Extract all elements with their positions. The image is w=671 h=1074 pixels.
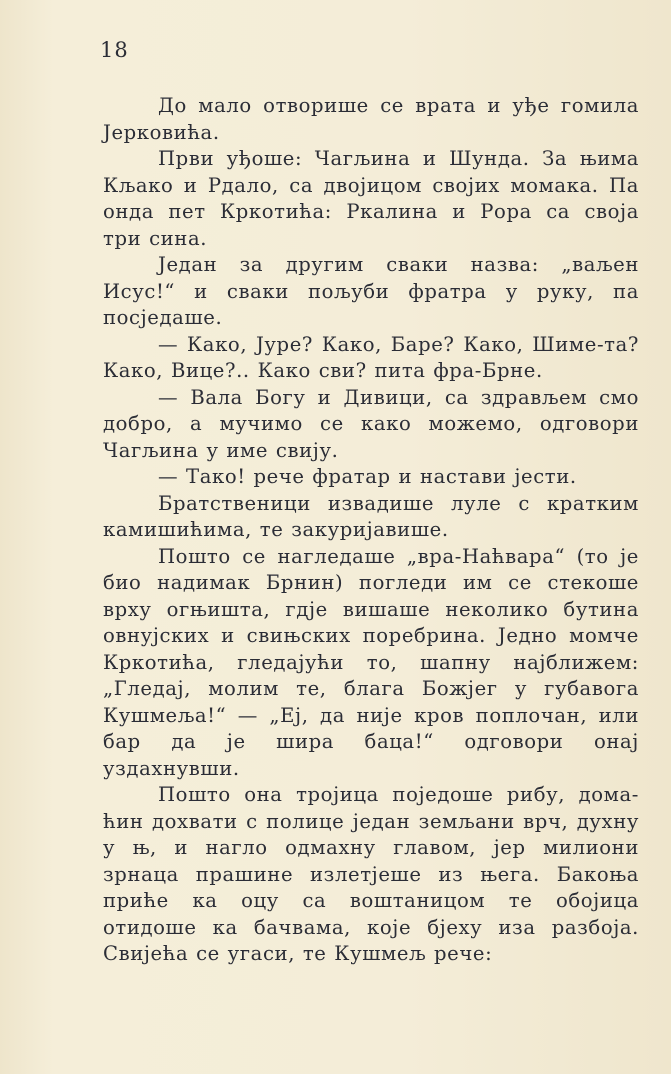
- paragraph: — Како, Јуре? Како, Баре? Како, Шиме-та? Како, Вице?.. Како сви? пита фра-Брне.: [103, 332, 639, 382]
- paragraph: — Вала Богу и Дивици, са здрављем смо добро, а мучимо се како можемо, одговори Чагљина у име свију.: [103, 385, 639, 462]
- paragraph: Пошто она тројица поједоше рибу, дома-ћин дохвати с полице један земљани врч, духну у њ, и нагло одмахну главом, јер милиони зрнаца прашине излетјеше из њега. Бакоња прићe ка оцу са воштаницом те обојица отидоше ка бачвама, које бјеху иза разбоја. Свијећа се угаси, те Кушмељ рече:: [103, 783, 639, 965]
- paragraph: Један за другим сваки назва: „ваљен Исус!“ и сваки пољуби фратра у руку, па посједаше.: [103, 253, 639, 329]
- paragraph: До мало отворише се врата и уђе гомила Јерковића.: [103, 94, 639, 144]
- page-number: 18: [100, 38, 129, 62]
- paragraph: Братственици извадише луле с кратким камишићима, те закуријавише.: [103, 491, 639, 541]
- body-text: [103, 93, 639, 968]
- paragraph: — Тако! рече фратар и настави јести.: [158, 465, 577, 488]
- paragraph: Први уђоше: Чагљина и Шунда. За њима Кљако и Рдало, са двојицом својих момака. Па онда пет Кркотића: Ркалина и Рора са своја три сина.: [103, 147, 639, 250]
- paragraph: Пошто се нагледаше „вра-Наћвара“ (то је био надимак Брнин) погледи им се стекоше врху огњишта, гдје вишаше неколико бутина овнујских и свињских поребрина. Једно момче Кркотића, гледајући то, шапну најближем: „Гледај, молим те, блага Божјег у губавога Кушмеља!“ — „Еј, да није кров поплочан, или бар да је шира баца!“ одговори онај уздахнувши.: [103, 544, 639, 780]
